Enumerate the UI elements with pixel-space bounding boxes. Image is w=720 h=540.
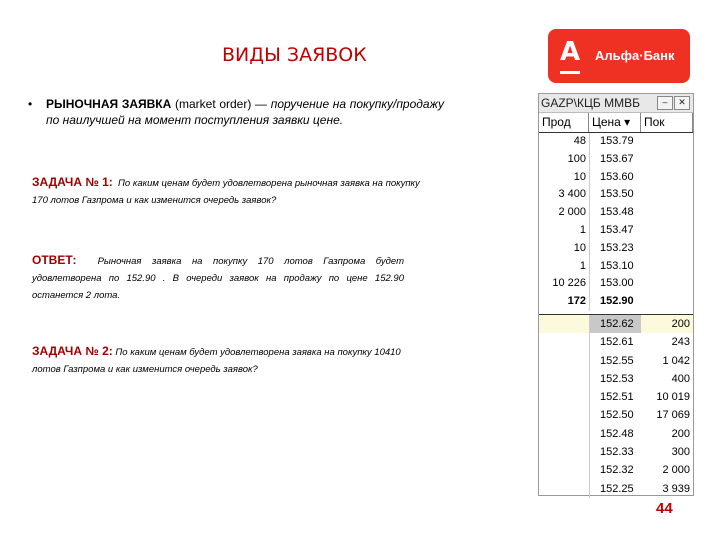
price: 152.90 <box>589 293 641 311</box>
order-row[interactable] <box>539 222 693 240</box>
order-row[interactable] <box>539 461 693 479</box>
price: 153.67 <box>589 151 641 169</box>
price: 153.47 <box>589 222 641 240</box>
buy-qty <box>641 240 693 258</box>
order-row[interactable] <box>539 169 693 187</box>
order-row[interactable] <box>539 406 693 424</box>
logo-bar <box>560 71 580 74</box>
price: 152.48 <box>589 425 641 443</box>
price: 153.00 <box>589 275 641 293</box>
sell-qty: 10 226 <box>552 277 586 290</box>
page-number: 44 <box>656 500 673 517</box>
definition-bullet <box>28 96 444 128</box>
buy-qty: 3 939 <box>662 482 690 495</box>
buy-qty: 2 000 <box>662 464 690 477</box>
buy-qty: 243 <box>671 336 690 349</box>
order-row[interactable] <box>539 352 693 370</box>
sell-qty: 1 <box>579 223 586 236</box>
task-2 <box>32 343 417 378</box>
buy-qty <box>641 169 693 187</box>
task-1 <box>32 174 432 209</box>
price: 152.50 <box>589 406 641 424</box>
order-row[interactable] <box>539 133 693 151</box>
buy-qty <box>641 186 693 204</box>
minimize-icon[interactable]: – <box>657 96 673 110</box>
sell-qty <box>539 406 589 424</box>
answer-text: Рыночная заявка на покупку 170 лотов Газпрома будет удовлетворена по 152.90 . В очереди заявок на продажу по цене 152.90 останется 2 лота. <box>32 256 404 301</box>
slide-title: ВИДЫ ЗАЯВОК <box>222 44 367 66</box>
order-row[interactable] <box>539 293 693 311</box>
price: 152.55 <box>589 352 641 370</box>
sell-qty <box>539 443 589 461</box>
order-row[interactable] <box>539 275 693 293</box>
col-sell[interactable]: Прод <box>539 113 589 132</box>
task-2-text: По каким ценам будет удовлетворена заявка на покупку 10410 лотов Газпрома и как изменится очередь заявок? <box>32 347 401 375</box>
term: РЫНОЧНАЯ ЗАЯВКА <box>46 97 172 111</box>
sell-qty: 2 000 <box>558 206 586 219</box>
task-1-text: По каким ценам будет удовлетворена рыночная заявка на покупку 170 лотов Газпрома и как изменится очередь заявок? <box>32 178 420 206</box>
sell-qty: 10 <box>573 170 586 183</box>
price: 153.23 <box>589 240 641 258</box>
task-2-label: ЗАДАЧА № 2: <box>32 344 113 358</box>
price: 152.53 <box>589 370 641 388</box>
sell-qty: 172 <box>567 295 586 308</box>
buy-qty: 200 <box>671 317 690 330</box>
bullet-icon: • <box>28 97 33 111</box>
order-row[interactable] <box>539 388 693 406</box>
definition: поручение на покупку/продажу по наилучшей на момент поступления заявки цене. <box>46 97 444 127</box>
price: 153.48 <box>589 204 641 222</box>
price: 152.51 <box>589 388 641 406</box>
price: 153.60 <box>589 169 641 187</box>
alfa-bank-logo <box>548 29 690 83</box>
order-row[interactable] <box>539 425 693 443</box>
order-book-header <box>539 113 693 133</box>
buy-qty <box>641 133 693 151</box>
buy-qty <box>641 151 693 169</box>
order-row[interactable] <box>539 186 693 204</box>
buy-qty: 10 019 <box>656 391 690 404</box>
sell-qty: 48 <box>573 135 586 147</box>
buy-qty: 200 <box>671 427 690 440</box>
order-row[interactable] <box>539 443 693 461</box>
logo-letter: А <box>560 37 581 67</box>
task-1-label: ЗАДАЧА № 1: <box>32 175 113 189</box>
order-row[interactable] <box>539 204 693 222</box>
answer-label: ОТВЕТ: <box>32 253 77 267</box>
price: 152.61 <box>589 333 641 351</box>
price: 152.62 <box>589 315 641 333</box>
order-row[interactable] <box>539 480 693 498</box>
price: 152.32 <box>589 461 641 479</box>
sell-qty <box>539 461 589 479</box>
answer-1 <box>32 252 404 304</box>
sell-qty <box>539 480 589 498</box>
bids-list <box>539 315 693 498</box>
order-row[interactable] <box>539 370 693 388</box>
order-book-titlebar <box>539 94 693 113</box>
sell-qty: 10 <box>573 241 586 254</box>
price: 153.10 <box>589 258 641 276</box>
buy-qty: 1 042 <box>662 354 690 367</box>
asks-list <box>539 133 693 311</box>
price: 152.33 <box>589 443 641 461</box>
price: 152.25 <box>589 480 641 498</box>
price: 153.50 <box>589 186 641 204</box>
close-icon[interactable]: ✕ <box>674 96 690 110</box>
order-book-title: GAZP\КЦБ ММВБ <box>541 96 640 110</box>
sell-qty <box>539 352 589 370</box>
logo-name: Альфа·Банк <box>595 48 675 63</box>
sell-qty <box>539 425 589 443</box>
buy-qty <box>641 258 693 276</box>
order-row[interactable] <box>539 240 693 258</box>
buy-qty: 17 069 <box>656 409 690 422</box>
order-book-window <box>538 93 694 496</box>
order-row[interactable] <box>539 258 693 276</box>
buy-qty: 400 <box>671 372 690 385</box>
buy-qty <box>641 222 693 240</box>
buy-qty: 300 <box>671 446 690 459</box>
col-buy[interactable]: Пок <box>641 113 693 132</box>
term-en: (market order) — <box>174 97 268 111</box>
sell-qty <box>539 315 589 333</box>
sell-qty <box>539 333 589 351</box>
sell-qty <box>539 388 589 406</box>
sell-qty: 3 400 <box>558 188 586 201</box>
col-price[interactable]: Цена ▾ <box>589 113 641 132</box>
sell-qty <box>539 370 589 388</box>
sell-qty: 100 <box>567 152 586 165</box>
order-row[interactable] <box>539 315 693 333</box>
price: 153.79 <box>589 133 641 151</box>
order-row[interactable] <box>539 333 693 351</box>
buy-qty <box>641 204 693 222</box>
sell-qty: 1 <box>579 259 586 272</box>
order-row[interactable] <box>539 151 693 169</box>
buy-qty <box>641 275 693 293</box>
buy-qty <box>641 293 693 311</box>
